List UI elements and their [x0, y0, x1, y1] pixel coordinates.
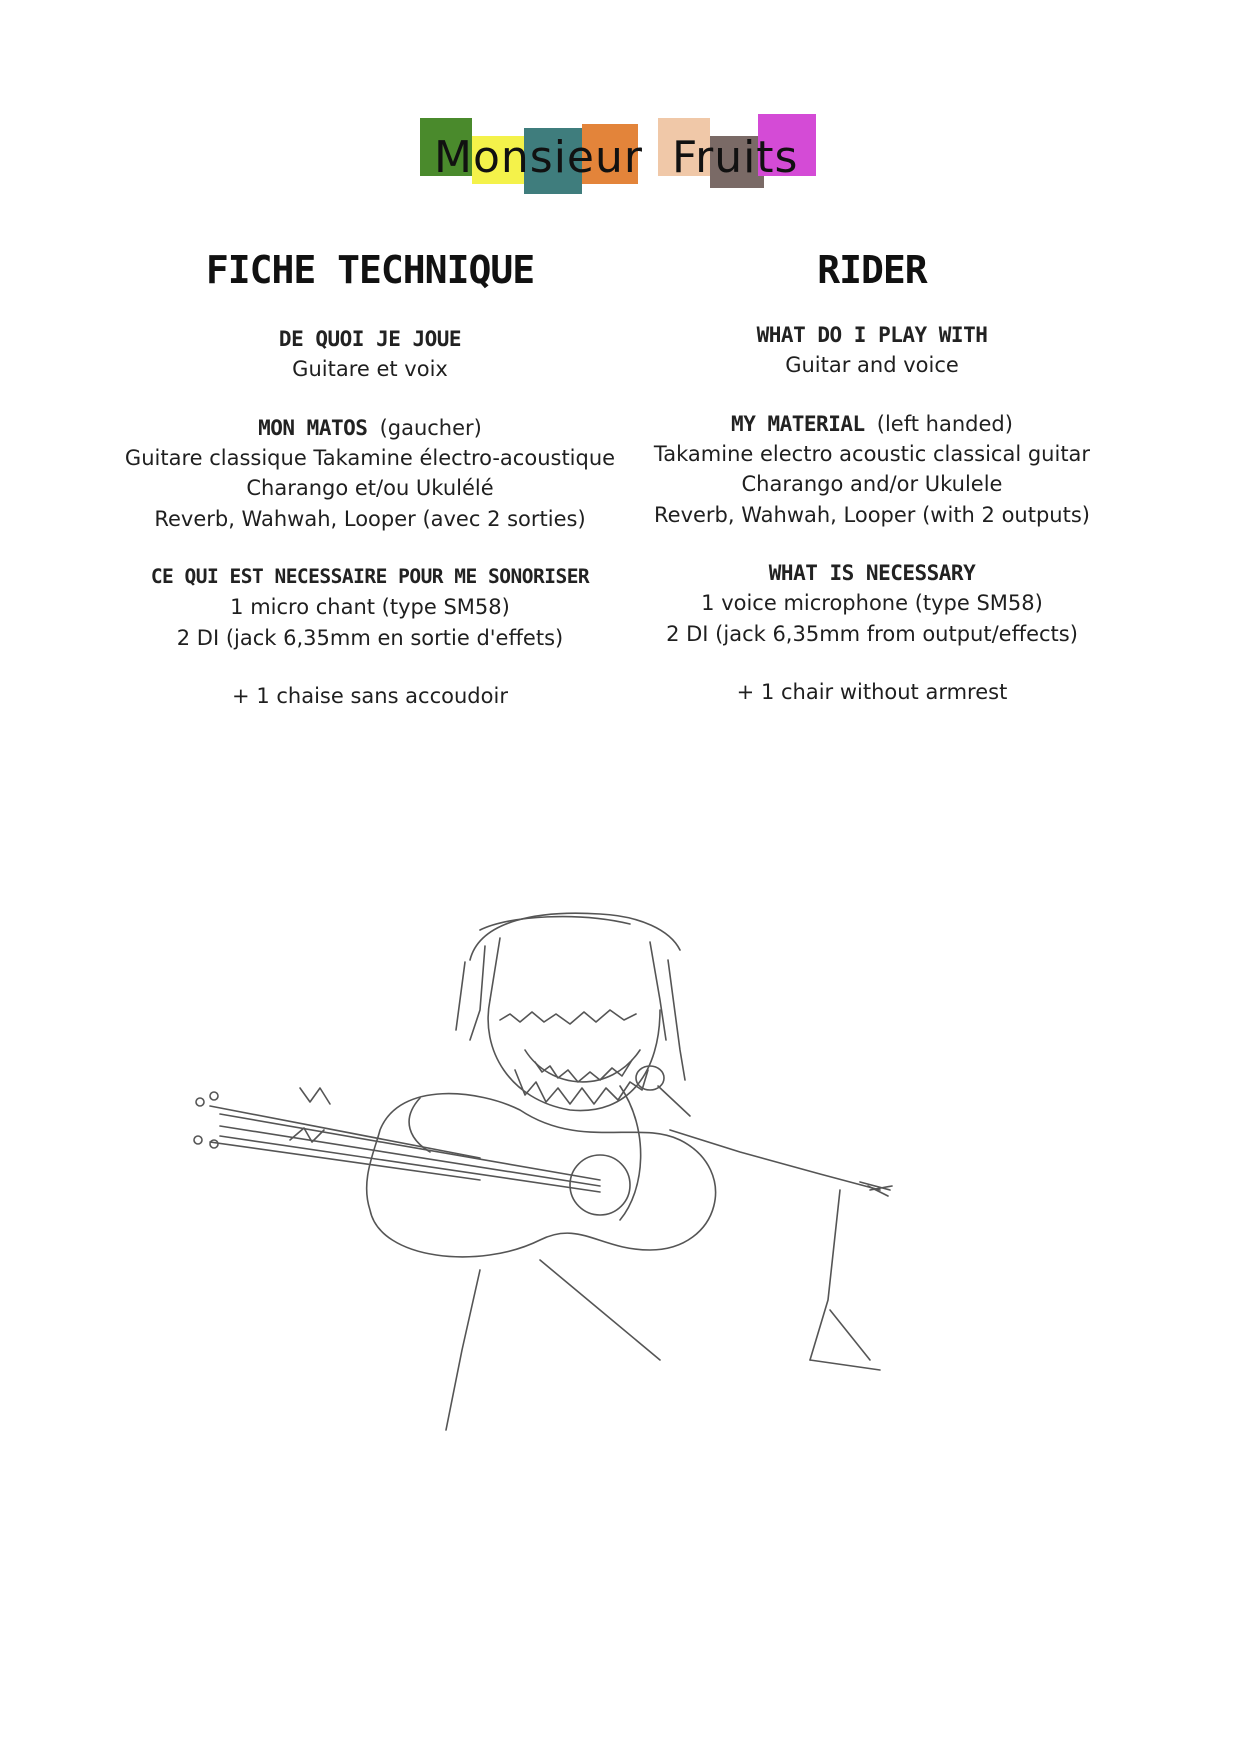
requirements-line-2: 2 DI (jack 6,35mm from output/effects) — [666, 621, 1078, 646]
requirements-line-1: 1 voice microphone (type SM58) — [701, 591, 1043, 615]
hair-stroke — [456, 962, 465, 1030]
equipment-title-note: (left handed) — [876, 411, 1013, 436]
stand-foot — [810, 1360, 880, 1370]
logo-word-fruits: Fruits — [672, 132, 799, 183]
tuning-peg — [194, 1136, 202, 1144]
equipment-line-3: Reverb, Wahwah, Looper (with 2 outputs) — [654, 502, 1090, 527]
right-leg — [540, 1260, 660, 1360]
equipment-line-3: Reverb, Wahwah, Looper (avec 2 sorties) — [154, 506, 586, 531]
chair-leg — [830, 1310, 870, 1360]
instruments-line: Guitare et voix — [292, 357, 448, 381]
guitar-body — [367, 1094, 716, 1257]
guitar-soundhole — [570, 1155, 630, 1215]
hair-stroke — [470, 946, 485, 1040]
section-title-requirements: WHAT IS NECESSARY — [768, 561, 976, 585]
smile — [525, 1050, 640, 1082]
requirements-line-2: 2 DI (jack 6,35mm en sortie d'effets) — [176, 625, 564, 650]
section-title-requirements: CE QUI EST NECESSAIRE POUR ME SONORISER — [150, 565, 590, 588]
extra-requirement: + 1 chaise sans accoudoir — [232, 684, 508, 708]
french-column — [110, 240, 630, 712]
brow-scribble — [500, 1010, 636, 1024]
page-title-french: FICHE TECHNIQUE — [205, 248, 535, 292]
left-leg — [446, 1270, 480, 1430]
hair-stroke — [650, 942, 666, 1040]
equipment-line-2: Charango et/ou Ukulélé — [246, 476, 494, 500]
torso-left — [409, 1098, 430, 1152]
page-title-english: RIDER — [817, 248, 927, 292]
microphone-head — [636, 1066, 664, 1090]
hair-stroke — [668, 960, 685, 1080]
teeth — [535, 1060, 632, 1082]
section-title-instruments: WHAT DO I PLAY WITH — [756, 323, 988, 347]
brand-logo — [420, 114, 820, 198]
hair-stroke — [480, 917, 630, 930]
guitar-neck — [210, 1106, 480, 1158]
hair-stroke — [490, 938, 500, 1000]
guitar-string — [220, 1126, 600, 1186]
equipment-title-text: MON MATOS — [258, 415, 368, 440]
english-column — [612, 240, 1132, 708]
right-hand — [860, 1182, 892, 1196]
section-title-instruments: DE QUOI JE JOUE — [278, 327, 462, 351]
microphone-body — [658, 1086, 690, 1116]
extra-requirement: + 1 chair without armrest — [736, 680, 1008, 704]
tuning-peg — [210, 1092, 218, 1100]
section-title-equipment — [612, 409, 1132, 439]
equipment-line-1: Takamine electro acoustic classical guitar — [653, 441, 1091, 466]
tuning-peg — [196, 1098, 204, 1106]
equipment-line-1: Guitare classique Takamine électro-acoustique — [124, 445, 616, 470]
equipment-line-2: Charango and/or Ukulele — [741, 472, 1003, 496]
guitarist-sketch-icon — [180, 890, 1040, 1550]
left-hand — [290, 1088, 330, 1142]
equipment-title-note: (gaucher) — [379, 415, 482, 440]
hair-stroke — [470, 913, 680, 960]
torso-right — [620, 1086, 641, 1220]
tuning-peg — [210, 1140, 218, 1148]
instruments-line: Guitar and voice — [785, 353, 959, 377]
chair-leg — [810, 1190, 840, 1360]
logo-word-monsieur: Monsieur — [434, 132, 643, 183]
equipment-title-text: MY MATERIAL — [731, 411, 865, 436]
section-title-equipment — [110, 413, 630, 443]
requirements-line-1: 1 micro chant (type SM58) — [230, 595, 510, 619]
right-arm — [670, 1130, 880, 1190]
